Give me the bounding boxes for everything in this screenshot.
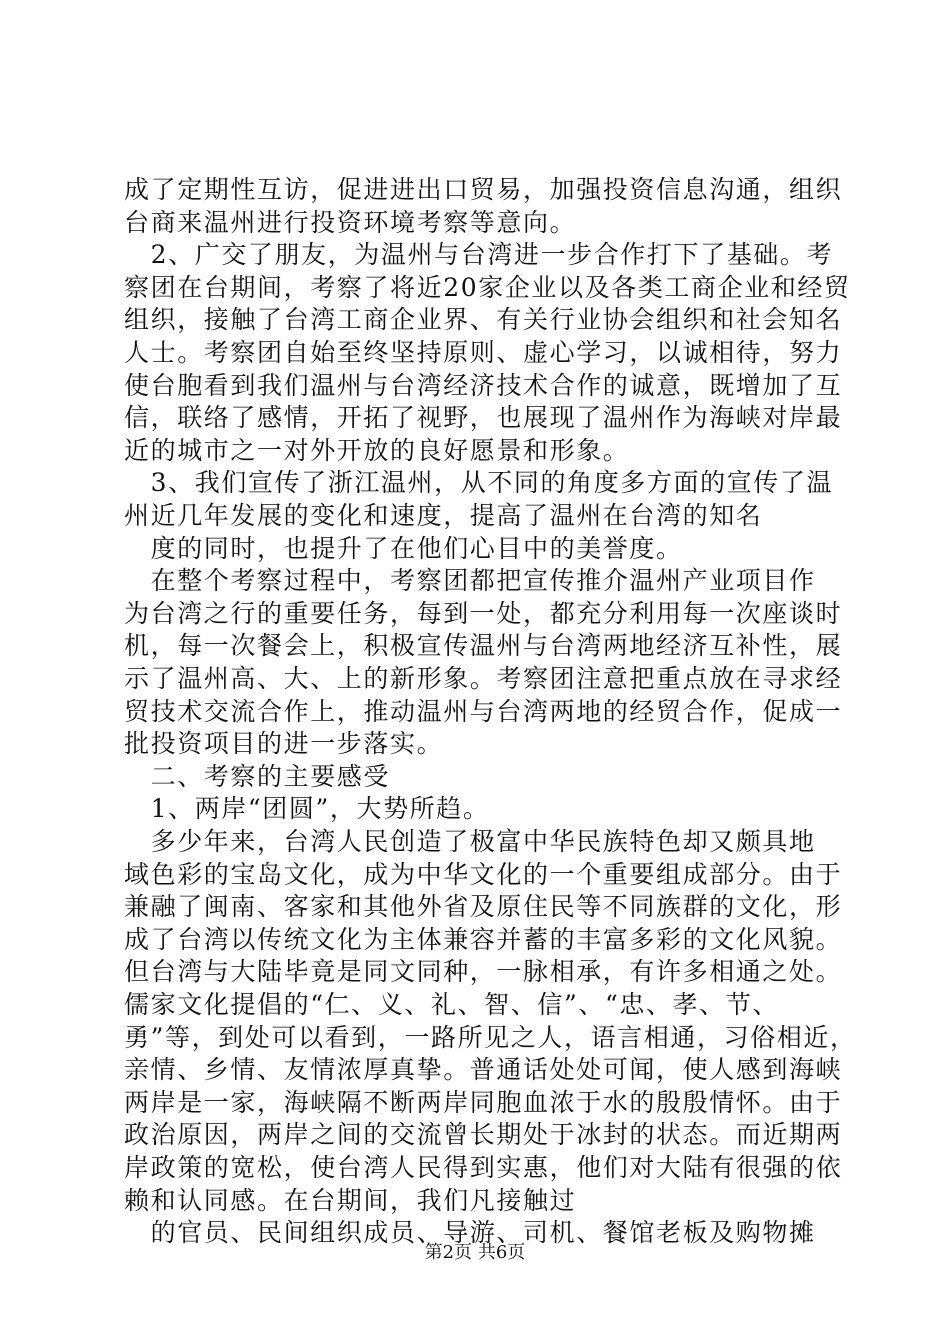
text-line: 批投资项目的进一步落实。 bbox=[124, 729, 444, 759]
text-line: 3、我们宣传了浙江温州，从不同的角度多方面的宣传了温 bbox=[124, 468, 834, 498]
text-line: 勇”等，到处可以看到，一路所见之人，语言相通，习俗相近， bbox=[124, 1022, 857, 1052]
text-line: 岸政策的宽松，使台湾人民得到实惠，他们对大陆有很强的依 bbox=[124, 1153, 843, 1182]
text-line: 近的城市之一对外开放的良好愿景和形象。 bbox=[124, 435, 630, 465]
text-line: 域色彩的宝岛文化，成为中华文化的一个重要组成部分。由于 bbox=[124, 859, 843, 889]
subsection-heading: 1、两岸“团圆”，大势所趋。 bbox=[124, 794, 490, 824]
text-line: 台商来温州进行投资环境考察等意向。 bbox=[124, 207, 577, 237]
text-line: 示了温州高、大、上的新形象。考察团注意把重点放在寻求经 bbox=[124, 664, 843, 693]
text-line: 成了定期性互访，促进进出口贸易，加强投资信息沟通，组织 bbox=[124, 175, 843, 204]
text-line: 但台湾与大陆毕竟是同文同种，一脉相承，有许多相通之处。 bbox=[124, 957, 843, 987]
text-line: 察团在台期间，考察了将近20家企业以及各类工商企业和经贸 bbox=[124, 272, 851, 302]
text-line: 人士。考察团自始至终坚持原则、虚心学习，以诚相待，努力 bbox=[124, 338, 843, 367]
section-heading: 二、考察的主要感受 bbox=[124, 761, 391, 791]
text-line: 度的同时，也提升了在他们心目中的美誉度。 bbox=[124, 533, 683, 563]
text-line: 为台湾之行的重要任务，每到一处，都充分利用每一次座谈时 bbox=[124, 598, 843, 628]
text-line: 2、广交了朋友，为温州与台湾进一步合作打下了基础。考 bbox=[124, 240, 834, 270]
text-line: 贸技术交流合作上，推动温州与台湾两地的经贸合作，促成一 bbox=[124, 696, 843, 726]
text-line: 赖和认同感。在台期间，我们凡接触过 bbox=[124, 1185, 577, 1215]
text-line: 两岸是一家，海峡隔不断两岸同胞血浓于水的殷殷情怀。由于 bbox=[124, 1087, 843, 1117]
text-line: 机，每一次餐会上，积极宣传温州与台湾两地经济互补性，展 bbox=[124, 631, 843, 661]
text-line: 在整个考察过程中，考察团都把宣传推介温州产业项目作 bbox=[124, 566, 816, 596]
text-line: 成了台湾以传统文化为主体兼容并蓄的丰富多彩的文化风貌。 bbox=[124, 924, 843, 954]
page-footer: 第2页 共6页 bbox=[424, 1242, 526, 1263]
text-line: 多少年来，台湾人民创造了极富中华民族特色却又颇具地 bbox=[124, 827, 816, 856]
text-line: 兼融了闽南、客家和其他外省及原住民等不同族群的文化，形 bbox=[124, 892, 843, 922]
text-line: 使台胞看到我们温州与台湾经济技术合作的诚意，既增加了互 bbox=[124, 370, 843, 400]
text-line: 儒家文化提倡的“仁、义、礼、智、信”、“忠、孝、节、 bbox=[124, 990, 779, 1019]
text-line: 政治原因，两岸之间的交流曾长期处于冰封的状态。而近期两 bbox=[124, 1120, 843, 1150]
text-line: 的官员、民间组织成员、导游、司机、餐馆老板及购物摊 bbox=[124, 1218, 816, 1248]
text-line: 信，联络了感情，开拓了视野，也展现了温州作为海峡对岸最 bbox=[124, 403, 843, 433]
text-line: 组织，接触了台湾工商企业界、有关行业协会组织和社会知名 bbox=[124, 305, 843, 335]
text-line: 亲情、乡情、友情浓厚真挚。普通话处处可闻，使人感到海峡 bbox=[124, 1055, 843, 1085]
text-line: 州近几年发展的变化和速度，提高了温州在台湾的知名 bbox=[124, 501, 763, 530]
